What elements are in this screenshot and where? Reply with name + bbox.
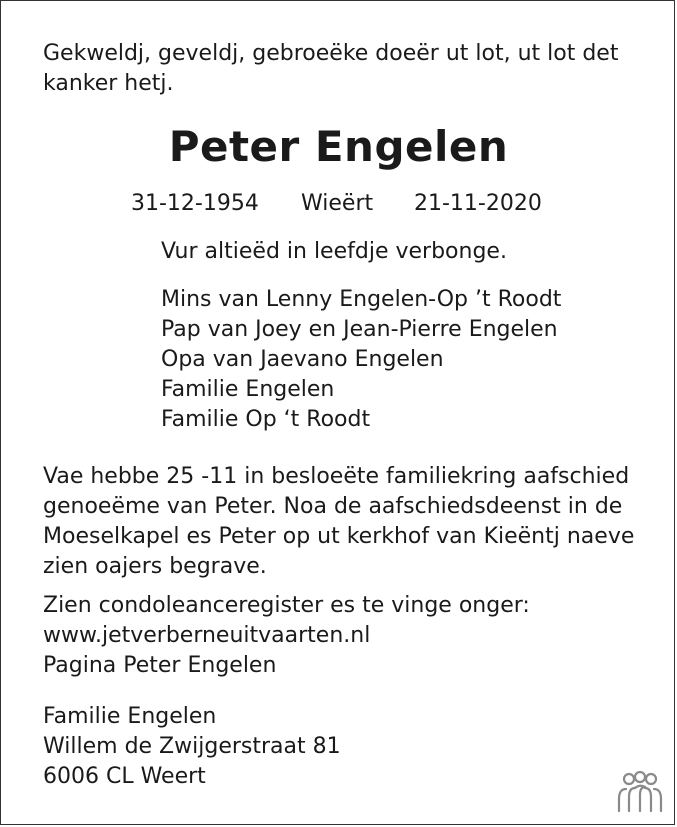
- address-street: Willem de Zwijgerstraat 81: [43, 734, 341, 759]
- relatives-list: [161, 285, 561, 435]
- condolence-info: [43, 591, 655, 681]
- relative-item: Familie Op ‘t Roodt: [161, 407, 371, 432]
- death-date: 21-11-2020: [414, 191, 542, 216]
- condolence-text: Zien condoleanceregister es te vinge onger:: [43, 593, 530, 618]
- relative-item: Mins van Lenny Engelen-Op ’t Roodt: [161, 287, 562, 312]
- relative-item: Familie Engelen: [161, 377, 335, 402]
- place: Wieërt: [301, 191, 374, 216]
- family-people-icon: [615, 771, 665, 815]
- family-address: [43, 702, 341, 792]
- relative-item: Opa van Jaevano Engelen: [161, 347, 444, 372]
- birth-date: 31-12-1954: [131, 191, 259, 216]
- motto: Vur altieëd in leefdje verbonge.: [161, 239, 507, 264]
- intro-text: Gekweldj, geveldj, gebroeëke doeër ut lot, ut lot det kanker hetj.: [43, 41, 619, 96]
- condolence-page: Pagina Peter Engelen: [43, 653, 277, 678]
- farewell-message: Vae hebbe 25 -11 in besloeëte familiekring aafschied genoeëme van Peter. Noa de aafschiedsdeenst in de Moeselkapel es Peter op ut kerkhof van Kieëntj naeve zien oajers begrave.: [43, 464, 635, 579]
- address-family: Familie Engelen: [43, 704, 217, 729]
- deceased-name: Peter Engelen: [168, 122, 509, 171]
- relative-item: Pap van Joey en Jean-Pierre Engelen: [161, 317, 558, 342]
- address-city: 6006 CL Weert: [43, 764, 206, 789]
- condolence-url: www.jetverberneuitvaarten.nl: [43, 623, 371, 648]
